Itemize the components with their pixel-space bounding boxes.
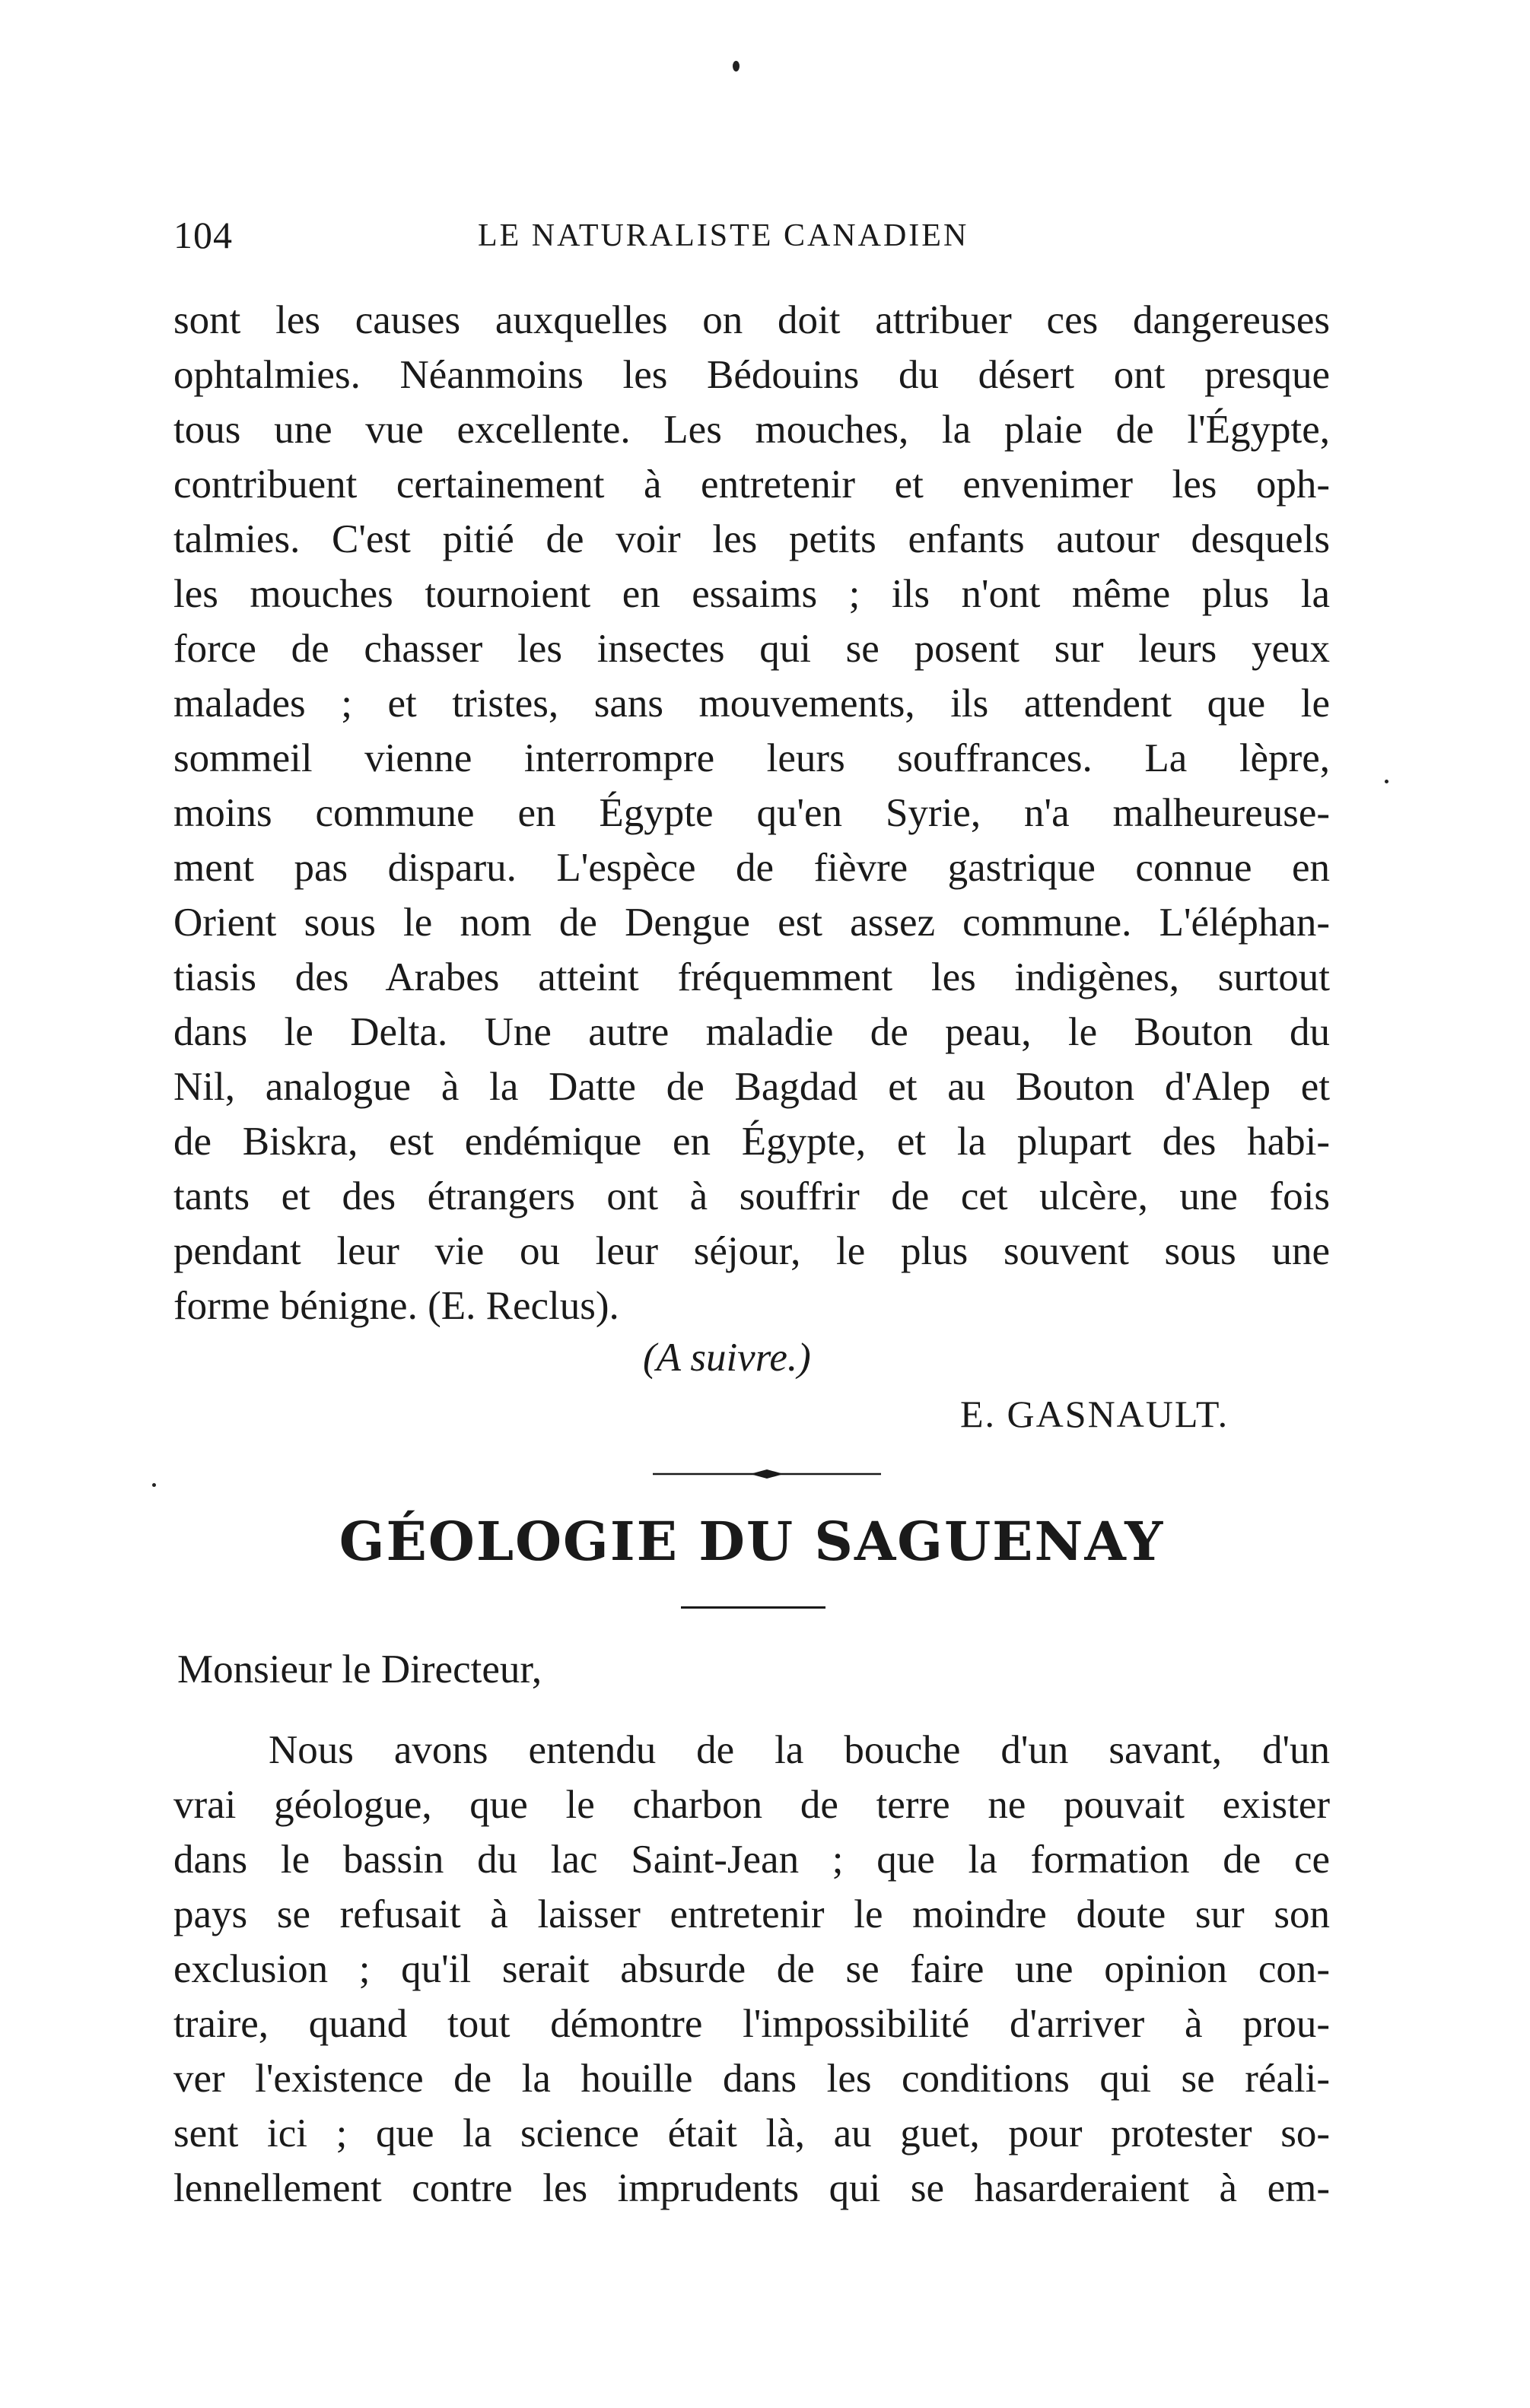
text-line: dans le Delta. Une autre maladie de peau, le Bouton du — [173, 1010, 1330, 1054]
text-line: exclusion ; qu'il serait absurde de se faire une opinion con- — [173, 1947, 1330, 1991]
title-rule — [681, 1606, 825, 1609]
text-line: contribuent certainement à entretenir et envenimer les oph- — [173, 462, 1330, 507]
ink-speck — [152, 1483, 156, 1487]
ink-speck — [1385, 780, 1388, 783]
text-line: tiasis des Arabes atteint fréquemment les indigènes, surtout — [173, 955, 1330, 999]
text-line: sent ici ; que la science était là, au guet, pour protester so- — [173, 2111, 1330, 2155]
article-body-1 — [173, 293, 1330, 1333]
ink-speck — [733, 61, 740, 71]
text-line: sommeil vienne interrompre leurs souffrances. La lèpre, — [173, 736, 1330, 780]
text-line: force de chasser les insectes qui se posent sur leurs yeux — [173, 627, 1330, 671]
page-number: 104 — [173, 214, 233, 256]
text-line: les mouches tournoient en essaims ; ils n'ont même plus la — [173, 572, 1330, 616]
text-line: ment pas disparu. L'espèce de fièvre gastrique connue en — [173, 846, 1330, 890]
running-head: LE NATURALISTE CANADIEN — [478, 218, 969, 253]
text-line: talmies. C'est pitié de voir les petits enfants autour desquels — [173, 517, 1330, 561]
section-divider-ornament — [653, 1468, 881, 1480]
author-signature: E. GASNAULT. — [960, 1393, 1229, 1435]
text-line: pays se refusait à laisser entretenir le moindre doute sur son — [173, 1892, 1330, 1936]
text-line: Nil, analogue à la Datte de Bagdad et au Bouton d'Alep et — [173, 1065, 1330, 1109]
article-body-2 — [173, 1723, 1330, 2216]
text-line: ophtalmies. Néanmoins les Bédouins du désert ont presque — [173, 353, 1330, 397]
section-title: GÉOLOGIE DU SAGUENAY — [339, 1510, 1165, 1573]
text-line: forme bénigne. (E. Reclus). — [173, 1284, 619, 1328]
page-header — [173, 213, 1330, 266]
text-line: vrai géologue, que le charbon de terre ne pouvait exister — [173, 1783, 1330, 1827]
text-line: de Biskra, est endémique en Égypte, et la plupart des habi- — [173, 1120, 1330, 1164]
text-line: dans le bassin du lac Saint-Jean ; que la formation de ce — [173, 1838, 1330, 1882]
continuation-note: (A suivre.) — [643, 1336, 811, 1380]
text-line: lennellement contre les imprudents qui se hasarderaient à em- — [173, 2166, 1330, 2210]
text-line: ver l'existence de la houille dans les conditions qui se réali- — [173, 2057, 1330, 2101]
text-line: tants et des étrangers ont à souffrir de cet ulcère, une fois — [173, 1174, 1330, 1218]
text-line: moins commune en Égypte qu'en Syrie, n'a malheureuse- — [173, 791, 1330, 835]
salutation: Monsieur le Directeur, — [177, 1647, 542, 1692]
text-line: sont les causes auxquelles on doit attribuer ces dangereuses — [173, 298, 1330, 342]
text-line: pendant leur vie ou leur séjour, le plus souvent sous une — [173, 1229, 1330, 1273]
text-line: Nous avons entendu de la bouche d'un savant, d'un — [269, 1728, 1330, 1772]
text-line: Orient sous le nom de Dengue est assez commune. L'éléphan- — [173, 901, 1330, 945]
text-line: traire, quand tout démontre l'impossibilité d'arriver à prou- — [173, 2002, 1330, 2046]
text-line: tous une vue excellente. Les mouches, la plaie de l'Égypte, — [173, 408, 1330, 452]
text-line: malades ; et tristes, sans mouvements, ils attendent que le — [173, 681, 1330, 726]
